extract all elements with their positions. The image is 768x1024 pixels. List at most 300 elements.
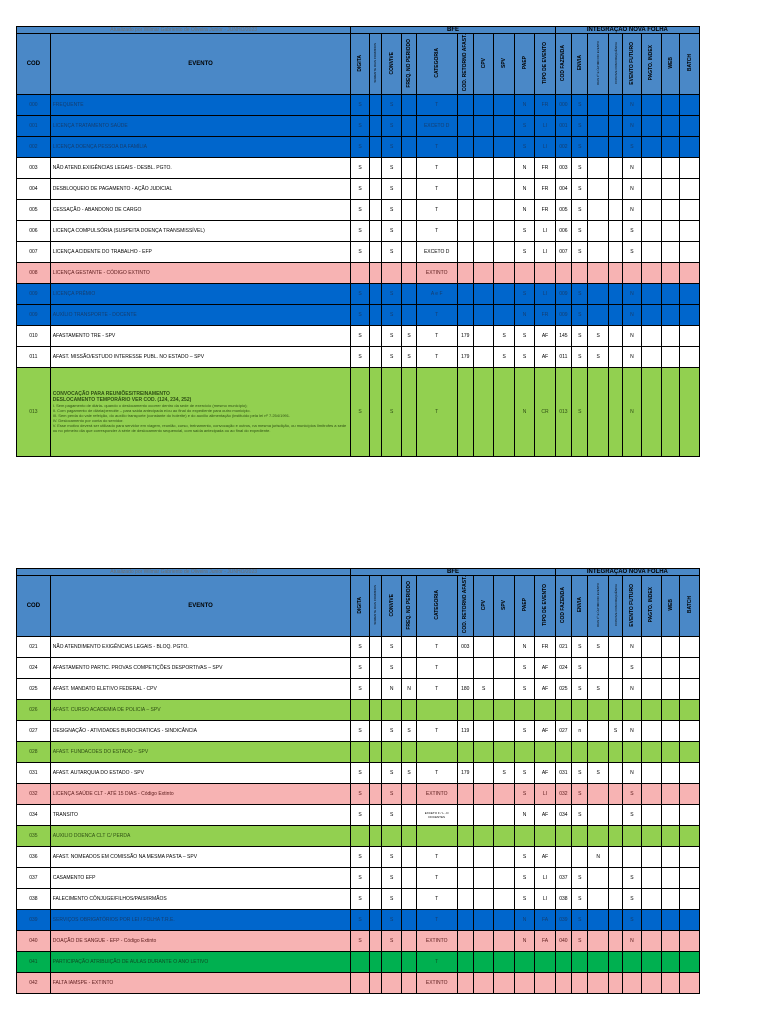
cell-pagto [641, 242, 661, 263]
cell-digita: S [351, 805, 369, 826]
cell-categoria: T [416, 868, 457, 889]
cell-convive: S [381, 931, 401, 952]
cell-dias [588, 116, 608, 137]
cell-freq [402, 784, 416, 805]
cell-cpv [473, 889, 493, 910]
cell-dias [588, 305, 608, 326]
table-row [17, 95, 700, 116]
cell-retorno: 179 [457, 347, 473, 368]
cell-convfreq [608, 200, 622, 221]
col-header-envia: ENVIA [572, 34, 588, 95]
cell-dias-corridos [369, 305, 381, 326]
cell-spv [494, 931, 514, 952]
cell-cpv [473, 284, 493, 305]
cell-evento: AUXILIO DOENCA CLT C/ PERDA [50, 826, 351, 847]
cell-futuro [623, 263, 641, 284]
cell-convive: S [381, 805, 401, 826]
cell-futuro: N [623, 305, 641, 326]
cell-categoria [416, 742, 457, 763]
cell-cpv [473, 658, 493, 679]
table-row [17, 931, 700, 952]
cell-spv [494, 305, 514, 326]
cell-evento: NÃO ATENDIMENTO EXIGÊNCIAS LEGAIS - BLOQ. PGTO. [50, 637, 351, 658]
cell-categoria: T [416, 95, 457, 116]
cell-spv [494, 826, 514, 847]
cell-web [662, 721, 680, 742]
events-table-2 [16, 568, 700, 994]
cell-envia: S [572, 931, 588, 952]
cell-digita: S [351, 847, 369, 868]
table-row [17, 263, 700, 284]
cell-dias-corridos [369, 679, 381, 700]
cell-paep: S [514, 116, 534, 137]
cell-web [662, 637, 680, 658]
cell-dias-corridos [369, 826, 381, 847]
cell-retorno [457, 95, 473, 116]
cell-fazenda: 011 [555, 347, 571, 368]
cell-batch [680, 931, 700, 952]
cell-paep: N [514, 910, 534, 931]
cell-envia: S [572, 95, 588, 116]
cell-freq [402, 242, 416, 263]
cell-spv [494, 179, 514, 200]
cell-dias [588, 952, 608, 973]
cell-web [662, 158, 680, 179]
cell-evento: LICENÇA DOENÇA PESSOA DA FAMÍLIA [50, 137, 351, 158]
cell-retorno [457, 221, 473, 242]
cell-dias [588, 200, 608, 221]
cell-batch [680, 805, 700, 826]
cell-envia: S [572, 242, 588, 263]
cell-fazenda: 000 [555, 95, 571, 116]
cell-retorno [457, 263, 473, 284]
col-header-batch: BATCH [680, 576, 700, 637]
cell-categoria: T [416, 889, 457, 910]
cell-spv [494, 973, 514, 994]
cell-dias [588, 826, 608, 847]
cell-cpv [473, 347, 493, 368]
cell-batch [680, 700, 700, 721]
table-row [17, 179, 700, 200]
cell-dias [588, 742, 608, 763]
cell-convive [381, 263, 401, 284]
cell-freq [402, 847, 416, 868]
cell-cpv [473, 242, 493, 263]
cell-digita: S [351, 179, 369, 200]
col-header-pagto-index: PAGTO. INDEX [641, 576, 661, 637]
cell-spv: S [494, 326, 514, 347]
table-row [17, 158, 700, 179]
cell-cod: 037 [17, 868, 51, 889]
cell-retorno [457, 784, 473, 805]
cell-fazenda [555, 826, 571, 847]
cell-freq [402, 889, 416, 910]
cell-dias [588, 179, 608, 200]
cell-fazenda: 031 [555, 763, 571, 784]
bfe-caption: BFE [351, 569, 555, 576]
cell-paep: N [514, 95, 534, 116]
cell-convfreq [608, 347, 622, 368]
cell-spv [494, 784, 514, 805]
cell-batch [680, 637, 700, 658]
cell-fazenda: 006 [555, 221, 571, 242]
cell-retorno [457, 658, 473, 679]
cell-freq [402, 263, 416, 284]
cell-tipo: FR [535, 637, 555, 658]
cell-batch [680, 200, 700, 221]
cell-digita: S [351, 910, 369, 931]
cell-convive: S [381, 200, 401, 221]
cell-web [662, 931, 680, 952]
cell-evento: AFAST. CURSO ACADEMIA DE POLICIA – SPV [50, 700, 351, 721]
cell-batch [680, 973, 700, 994]
table-row [17, 805, 700, 826]
cell-fazenda [555, 847, 571, 868]
cell-cpv [473, 95, 493, 116]
cell-freq [402, 931, 416, 952]
cell-categoria: T [416, 326, 457, 347]
cell-cpv [473, 742, 493, 763]
cell-futuro: S [623, 137, 641, 158]
cell-dias: S [588, 763, 608, 784]
cell-fazenda: 013 [555, 368, 571, 457]
cell-cod: 041 [17, 952, 51, 973]
cell-cod: 038 [17, 889, 51, 910]
cell-paep: S [514, 784, 534, 805]
cell-cod: 000 [17, 95, 51, 116]
cell-web [662, 347, 680, 368]
cell-spv [494, 637, 514, 658]
table-row [17, 763, 700, 784]
cell-categoria: T [416, 137, 457, 158]
cell-paep [514, 826, 534, 847]
cell-tipo: CR [535, 368, 555, 457]
table-row [17, 221, 700, 242]
cell-spv [494, 200, 514, 221]
cell-evento: LICENÇA TRATAMENTO SAÚDE [50, 116, 351, 137]
cell-convive [381, 742, 401, 763]
cell-futuro: N [623, 368, 641, 457]
cell-envia: S [572, 658, 588, 679]
cell-retorno [457, 116, 473, 137]
cell-envia: S [572, 326, 588, 347]
cell-futuro: N [623, 931, 641, 952]
cell-categoria: T [416, 368, 457, 457]
cell-futuro: S [623, 242, 641, 263]
cell-dias [588, 658, 608, 679]
cell-cpv [473, 137, 493, 158]
cell-batch [680, 910, 700, 931]
cell-evento: DESIGNAÇÃO - ATIVIDADES BUROCRATICAS - SINDICÂNCIA [50, 721, 351, 742]
events-table-1 [16, 26, 700, 457]
table-row [17, 910, 700, 931]
cell-digita: S [351, 868, 369, 889]
cell-freq [402, 221, 416, 242]
cell-dias [588, 721, 608, 742]
cell-tipo: FR [535, 179, 555, 200]
cell-evento: AUXÍLIO TRANSPORTE - DOCENTE [50, 305, 351, 326]
cell-digita [351, 742, 369, 763]
cell-categoria: EXCETO D [416, 242, 457, 263]
cell-batch [680, 158, 700, 179]
cell-retorno: 179 [457, 326, 473, 347]
cell-fazenda: 145 [555, 326, 571, 347]
cell-cod: 042 [17, 973, 51, 994]
cell-futuro: S [623, 889, 641, 910]
cell-categoria: EXTINTO [416, 263, 457, 284]
col-header-spv: SPV [494, 34, 514, 95]
cell-cod: 004 [17, 179, 51, 200]
cell-dias [588, 242, 608, 263]
cell-futuro: S [623, 658, 641, 679]
cell-cpv [473, 637, 493, 658]
col-header-cod-retorno: COD. RETORNO AFAST. [457, 576, 473, 637]
cell-futuro: N [623, 116, 641, 137]
cell-dias-corridos [369, 263, 381, 284]
table-row [17, 868, 700, 889]
col-header-paep: PAEP [514, 576, 534, 637]
cell-dias-corridos [369, 242, 381, 263]
cell-pagto [641, 347, 661, 368]
cell-fazenda: 009 [555, 284, 571, 305]
col-header-evento-futuro: EVENTO FUTURO [623, 34, 641, 95]
cell-evento: FREQUENTE [50, 95, 351, 116]
table-row [17, 847, 700, 868]
cell-dias: S [588, 347, 608, 368]
cell-web [662, 137, 680, 158]
cell-envia: S [572, 805, 588, 826]
table-row [17, 347, 700, 368]
col-header-cod: COD [17, 34, 51, 95]
cell-cpv [473, 931, 493, 952]
cell-dias [588, 95, 608, 116]
col-header-convive-freq: CONVIVE COM FREQUÊNCIA [608, 34, 622, 95]
col-header-spv: SPV [494, 576, 514, 637]
cell-retorno [457, 826, 473, 847]
col-header-categoria: CATEGORIA [416, 576, 457, 637]
cell-digita [351, 973, 369, 994]
cell-retorno [457, 137, 473, 158]
cell-batch [680, 347, 700, 368]
cell-paep: S [514, 868, 534, 889]
cell-paep: N [514, 179, 534, 200]
cell-pagto [641, 200, 661, 221]
cell-retorno [457, 931, 473, 952]
cell-dias-corridos [369, 868, 381, 889]
cell-convfreq [608, 179, 622, 200]
col-header-freq-periodo: FREQ. NO PERIODO [402, 34, 416, 95]
cell-tipo: AF [535, 658, 555, 679]
cell-fazenda [555, 700, 571, 721]
table-row [17, 137, 700, 158]
cell-tipo [535, 742, 555, 763]
cell-cod: 039 [17, 910, 51, 931]
cell-convfreq [608, 973, 622, 994]
cell-digita: S [351, 158, 369, 179]
cell-spv [494, 679, 514, 700]
cell-retorno: 003 [457, 637, 473, 658]
cell-batch [680, 826, 700, 847]
note-line: II. Com pagamento de diária/pernoite – para saída antecipada e/ou ao final do expediente para outro município. [52, 408, 251, 413]
cell-convive: S [381, 784, 401, 805]
cell-retorno: 180 [457, 679, 473, 700]
cell-cpv [473, 721, 493, 742]
col-header-paep: PAEP [514, 34, 534, 95]
cell-pagto [641, 158, 661, 179]
cell-fazenda: 024 [555, 658, 571, 679]
cell-dias-corridos [369, 637, 381, 658]
cell-batch [680, 179, 700, 200]
cell-dias-corridos [369, 952, 381, 973]
cell-freq [402, 910, 416, 931]
cell-convfreq [608, 284, 622, 305]
cell-envia: S [572, 679, 588, 700]
cell-convive: S [381, 326, 401, 347]
cell-dias-corridos [369, 784, 381, 805]
cell-categoria: EXCETO F / L - D DOCENTES [416, 805, 457, 826]
cell-futuro [623, 826, 641, 847]
cell-categoria: T [416, 158, 457, 179]
cell-cpv [473, 847, 493, 868]
cell-categoria: EXTINTO [416, 931, 457, 952]
col-header-cod-fazenda: COD FAZENDA [555, 34, 571, 95]
col-header-dias-corridos: SOMENTE DIAS CORRIDOS [369, 576, 381, 637]
cell-freq [402, 284, 416, 305]
cell-spv [494, 284, 514, 305]
cell-convfreq [608, 805, 622, 826]
cell-categoria: T [416, 221, 457, 242]
cell-convive: S [381, 910, 401, 931]
cell-evento: AFASTAMENTO TRE - SPV [50, 326, 351, 347]
cell-pagto [641, 805, 661, 826]
table-caption-row [17, 27, 700, 34]
cell-paep: S [514, 679, 534, 700]
cell-retorno [457, 742, 473, 763]
cell-futuro [623, 847, 641, 868]
cell-freq [402, 658, 416, 679]
cell-digita: S [351, 200, 369, 221]
cell-tipo: FR [535, 200, 555, 221]
cell-batch [680, 284, 700, 305]
cell-spv [494, 889, 514, 910]
cell-cod: 021 [17, 637, 51, 658]
cell-cod: 031 [17, 763, 51, 784]
cell-web [662, 700, 680, 721]
cell-pagto [641, 721, 661, 742]
cell-categoria: T [416, 763, 457, 784]
cell-retorno [457, 868, 473, 889]
cell-categoria: T [416, 910, 457, 931]
cell-dias-corridos [369, 200, 381, 221]
cell-web [662, 973, 680, 994]
cell-paep [514, 700, 534, 721]
cell-fazenda [555, 742, 571, 763]
col-header-pagto-index: PAGTO. INDEX [641, 34, 661, 95]
cell-tipo: AF [535, 326, 555, 347]
cell-digita: S [351, 931, 369, 952]
cell-pagto [641, 763, 661, 784]
table-row [17, 326, 700, 347]
col-header-convive: CONVIVE [381, 34, 401, 95]
cell-envia: S [572, 137, 588, 158]
cell-tipo: FR [535, 95, 555, 116]
cell-digita: S [351, 137, 369, 158]
table-row [17, 889, 700, 910]
cell-freq [402, 305, 416, 326]
cell-digita: S [351, 221, 369, 242]
cell-dias-corridos [369, 889, 381, 910]
cell-cpv [473, 973, 493, 994]
note-line: IV. Deslocamento por conta do servidor. [52, 418, 124, 423]
cell-categoria: T [416, 179, 457, 200]
cell-digita: S [351, 889, 369, 910]
cell-retorno [457, 368, 473, 457]
cell-cod: 010 [17, 326, 51, 347]
cell-dias [588, 889, 608, 910]
cell-dias-corridos [369, 805, 381, 826]
cell-freq: S [402, 326, 416, 347]
cell-envia: S [572, 368, 588, 457]
cell-dias-corridos [369, 221, 381, 242]
cell-convive: S [381, 889, 401, 910]
cell-pagto [641, 305, 661, 326]
cell-spv [494, 721, 514, 742]
cell-envia: S [572, 221, 588, 242]
cell-paep [514, 952, 534, 973]
cell-convive: S [381, 868, 401, 889]
cell-cod: 008 [17, 263, 51, 284]
cell-web [662, 847, 680, 868]
cell-categoria: EXTINTO [416, 784, 457, 805]
cell-pagto [641, 284, 661, 305]
cell-pagto [641, 931, 661, 952]
table-row [17, 700, 700, 721]
cell-evento: AFAST. AUTARQUIA DO ESTADO - SPV [50, 763, 351, 784]
cell-fazenda [555, 263, 571, 284]
cell-digita [351, 826, 369, 847]
cell-dias [588, 973, 608, 994]
col-header-tipo-evento: TIPO DE EVENTO [535, 576, 555, 637]
cell-freq [402, 742, 416, 763]
cell-retorno: 119 [457, 721, 473, 742]
cell-batch [680, 742, 700, 763]
cell-freq: S [402, 763, 416, 784]
cell-cpv [473, 826, 493, 847]
cell-cod: 009 [17, 284, 51, 305]
cell-dias: N [588, 847, 608, 868]
cell-web [662, 116, 680, 137]
cell-fazenda: 004 [555, 179, 571, 200]
cell-evento: NÃO ATEND.EXIGÊNCIAS LEGAIS - DESBL. PGTO. [50, 158, 351, 179]
cell-convfreq [608, 847, 622, 868]
table-row [17, 784, 700, 805]
cell-freq [402, 973, 416, 994]
cell-tipo: LI [535, 137, 555, 158]
cell-dias [588, 368, 608, 457]
cell-futuro: N [623, 200, 641, 221]
cell-categoria: T [416, 679, 457, 700]
cell-paep [514, 742, 534, 763]
cell-evento: SERVIÇOS OBRIGATÓRIOS POR LEI / FOLHA T.R.E. [50, 910, 351, 931]
cell-batch [680, 721, 700, 742]
cell-futuro: N [623, 95, 641, 116]
col-header-convive: CONVIVE [381, 576, 401, 637]
cell-tipo: LI [535, 889, 555, 910]
cell-cod: 025 [17, 679, 51, 700]
cell-freq [402, 158, 416, 179]
col-header-cpv: CPV [473, 34, 493, 95]
cell-web [662, 263, 680, 284]
